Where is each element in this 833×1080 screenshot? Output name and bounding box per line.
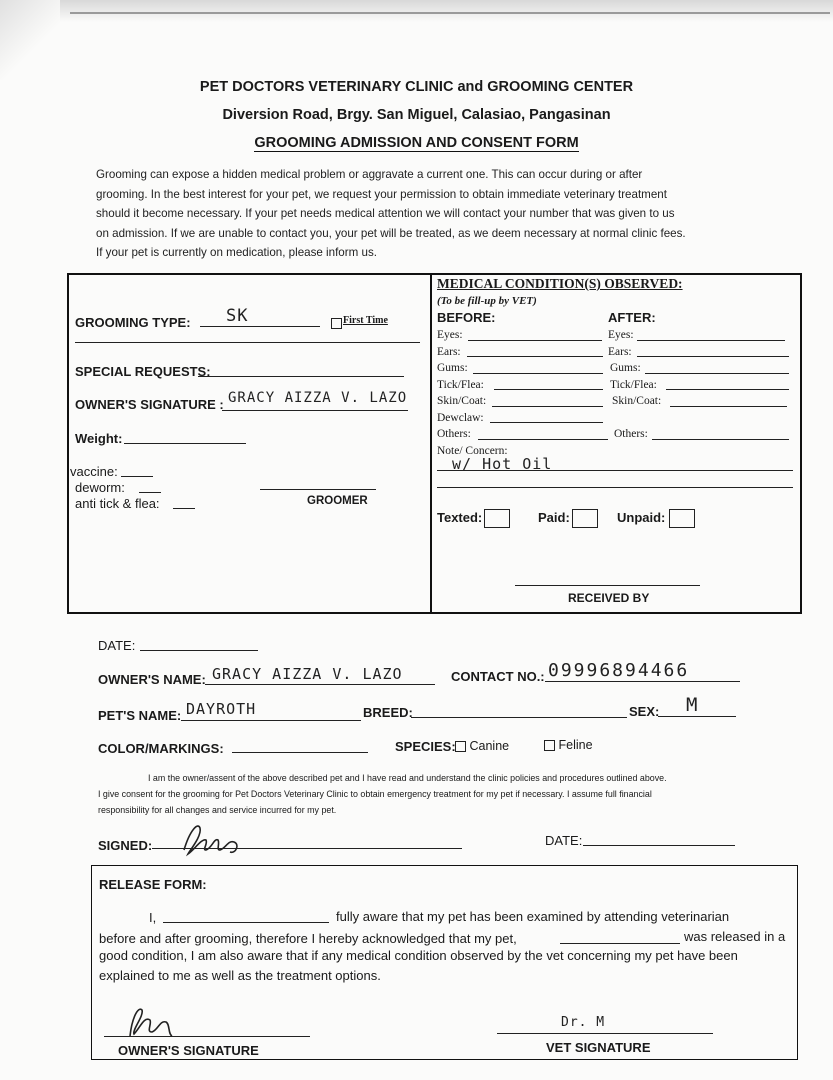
- unpaid-label-text: Unpaid:: [617, 509, 666, 525]
- owner-signature-field[interactable]: [222, 410, 408, 411]
- consent-date-field[interactable]: [583, 845, 735, 846]
- weight-label: Weight:: [75, 431, 123, 446]
- anti-tick-field[interactable]: [173, 508, 195, 509]
- before-skin-label: Skin/Coat:: [437, 395, 487, 407]
- vet-signature-value: Dr. M: [561, 1015, 606, 1030]
- consent-line: I am the owner/assent of the above described pet and I have read and understand the clinic policies and procedures outlined above.: [148, 773, 667, 783]
- color-label: COLOR/MARKINGS:: [98, 741, 224, 756]
- note-value: w/ Hot Oil: [452, 455, 553, 473]
- species-label: SPECIES:: [395, 739, 456, 754]
- after-ears-label: Ears:: [608, 346, 632, 358]
- owner-name-value: GRACY AIZZA V. LAZO: [212, 665, 403, 683]
- before-dewclaw-field[interactable]: [490, 422, 603, 423]
- note-field-1[interactable]: [437, 470, 793, 471]
- canine-option[interactable]: [455, 739, 509, 753]
- after-gums-field[interactable]: [645, 373, 789, 374]
- weight-field[interactable]: [124, 443, 246, 444]
- special-requests-label: SPECIAL REQUESTS:: [75, 364, 211, 379]
- checkbox-icon: [331, 318, 342, 329]
- paper-edge-line: [70, 12, 830, 14]
- before-skin-field[interactable]: [492, 406, 603, 407]
- consent-paragraph: [98, 770, 743, 818]
- owner-signature-label: OWNER'S SIGNATURE :: [75, 397, 224, 412]
- release-owner-signature-label: OWNER'S SIGNATURE: [118, 1043, 259, 1058]
- unpaid-label: [617, 509, 695, 528]
- before-label: BEFORE:: [437, 310, 496, 325]
- consent-line: I give consent for the grooming for Pet Doctors Veterinary Clinic to obtain emergency treatment for my pet if necessary. I assume full financial: [98, 789, 652, 799]
- vet-signature-line[interactable]: [497, 1033, 713, 1034]
- grooming-type-field[interactable]: [200, 326, 320, 327]
- paper-edge: [0, 0, 833, 22]
- note-field-2[interactable]: [437, 487, 793, 488]
- intro-paragraph: [96, 165, 746, 263]
- texted-label: [437, 509, 510, 528]
- date-field[interactable]: [140, 650, 258, 651]
- release-text-3: good condition, I am also aware that if any medical condition observed by the vet concerning my pet have been: [99, 948, 738, 963]
- breed-label: BREED:: [363, 705, 413, 720]
- paper-corner: [0, 0, 60, 80]
- before-eyes-label: Eyes:: [437, 329, 463, 341]
- pet-name-field[interactable]: [181, 720, 361, 721]
- contact-value: 09996894466: [548, 660, 690, 681]
- before-tick-label: Tick/Flea:: [437, 379, 484, 391]
- feline-option[interactable]: [544, 738, 593, 752]
- sex-label: SEX:: [629, 704, 660, 719]
- before-others-field[interactable]: [478, 439, 608, 440]
- intro-line: If your pet is currently on medication, please inform us.: [96, 246, 377, 259]
- canine-checkbox-icon: [455, 741, 466, 752]
- first-time-checkbox[interactable]: [331, 315, 342, 333]
- release-text-1: fully aware that my pet has been examined by attending veterinarian: [336, 909, 730, 924]
- before-others-label: Others:: [437, 428, 471, 440]
- admission-box-divider: [430, 273, 432, 612]
- after-others-label: Others:: [614, 428, 648, 440]
- groomer-signature-line[interactable]: [260, 489, 376, 490]
- release-text-4: explained to me as well as the treatment options.: [99, 968, 381, 983]
- medical-subtitle: (To be fill-up by VET): [437, 295, 537, 307]
- after-eyes-field[interactable]: [637, 340, 785, 341]
- anti-tick-label: anti tick & flea:: [75, 496, 160, 511]
- release-title: RELEASE FORM:: [99, 877, 207, 892]
- texted-checkbox[interactable]: [484, 509, 510, 528]
- vaccine-field[interactable]: [121, 476, 153, 477]
- release-text-2b: was released in a: [684, 929, 786, 944]
- after-tick-field[interactable]: [666, 389, 789, 390]
- deworm-label: deworm:: [75, 480, 125, 495]
- owner-name-field[interactable]: [205, 684, 435, 685]
- after-skin-label: Skin/Coat:: [612, 395, 662, 407]
- before-tick-field[interactable]: [494, 389, 603, 390]
- medical-title: MEDICAL CONDITION(S) OBSERVED:: [437, 276, 683, 291]
- paid-label: [538, 509, 598, 528]
- form-title: [0, 135, 833, 151]
- special-requests-field[interactable]: [198, 376, 404, 377]
- before-gums-field[interactable]: [473, 373, 603, 374]
- after-eyes-label: Eyes:: [608, 329, 634, 341]
- signed-label: SIGNED:: [98, 838, 153, 853]
- feline-label: Feline: [558, 738, 593, 752]
- color-field[interactable]: [232, 752, 368, 753]
- after-label: AFTER:: [608, 310, 656, 325]
- note-label: Note/ Concern:: [437, 445, 508, 457]
- release-owner-signature-line[interactable]: [104, 1036, 310, 1037]
- after-ears-field[interactable]: [637, 356, 789, 357]
- vaccine-label: vaccine:: [70, 464, 118, 479]
- release-text-2a: before and after grooming, therefore I hereby acknowledged that my pet,: [99, 931, 517, 946]
- date-label: DATE:: [98, 638, 136, 653]
- release-name-field[interactable]: [163, 922, 329, 923]
- intro-line: grooming. In the best interest for your pet, we request your permission to obtain immediate veterinary treatment: [96, 187, 667, 201]
- owner-signature-scribble-icon: [180, 820, 244, 860]
- paid-checkbox[interactable]: [572, 509, 598, 528]
- before-eyes-field[interactable]: [468, 340, 602, 341]
- contact-label: CONTACT NO.:: [451, 669, 545, 684]
- sex-field[interactable]: [658, 716, 736, 717]
- first-time-label: First Time: [343, 315, 388, 326]
- vet-signature-label: VET SIGNATURE: [546, 1040, 651, 1055]
- pet-name-label: PET'S NAME:: [98, 708, 182, 723]
- consent-date-label: DATE:: [545, 833, 583, 848]
- form-title-text: GROOMING ADMISSION AND CONSENT FORM: [254, 135, 579, 151]
- before-ears-label: Ears:: [437, 346, 461, 358]
- owner-name-label: OWNER'S NAME:: [98, 672, 206, 687]
- grooming-type-line-2: [75, 342, 420, 343]
- clinic-address: Diversion Road, Brgy. San Miguel, Calasiao, Pangasinan: [222, 107, 611, 123]
- after-skin-field[interactable]: [670, 406, 787, 407]
- sex-value: M: [686, 694, 699, 716]
- consent-line: responsibility for all changes and service incurred for my pet.: [98, 805, 337, 815]
- contact-field[interactable]: [545, 681, 740, 682]
- intro-line: on admission. If we are unable to contact you, your pet will be treated, as we deem necessary at normal clinic fees.: [96, 226, 686, 240]
- received-by-label: RECEIVED BY: [568, 591, 650, 605]
- deworm-field[interactable]: [139, 492, 161, 493]
- release-pet-field[interactable]: [560, 943, 680, 944]
- intro-line: should it become necessary. If your pet needs medical attention we will contact your number that was given to us: [96, 207, 675, 220]
- intro-line: Grooming can expose a hidden medical problem or aggravate a current one. This can occur during or after: [96, 168, 643, 181]
- paid-label-text: Paid:: [538, 509, 570, 525]
- breed-field[interactable]: [411, 717, 627, 718]
- unpaid-checkbox[interactable]: [669, 509, 695, 528]
- received-by-line[interactable]: [515, 585, 700, 586]
- grooming-type-value: SK: [226, 306, 249, 326]
- texted-label-text: Texted:: [437, 509, 483, 525]
- after-gums-label: Gums:: [610, 362, 641, 374]
- feline-checkbox-icon: [544, 740, 555, 751]
- before-gums-label: Gums:: [437, 362, 468, 374]
- release-i-label: I,: [149, 910, 157, 925]
- clinic-name: PET DOCTORS VETERINARY CLINIC and GROOMING CENTER: [199, 79, 634, 95]
- before-dewclaw-label: Dewclaw:: [437, 412, 484, 424]
- before-ears-field[interactable]: [467, 356, 603, 357]
- pet-name-value: DAYROTH: [186, 700, 257, 718]
- owner-signature-value: GRACY AIZZA V. LAZO: [228, 390, 408, 406]
- grooming-type-label: GROOMING TYPE:: [75, 315, 191, 330]
- after-others-field[interactable]: [652, 439, 789, 440]
- after-tick-label: Tick/Flea:: [610, 379, 657, 391]
- groomer-label: GROOMER: [307, 495, 368, 507]
- canine-label: Canine: [469, 739, 510, 753]
